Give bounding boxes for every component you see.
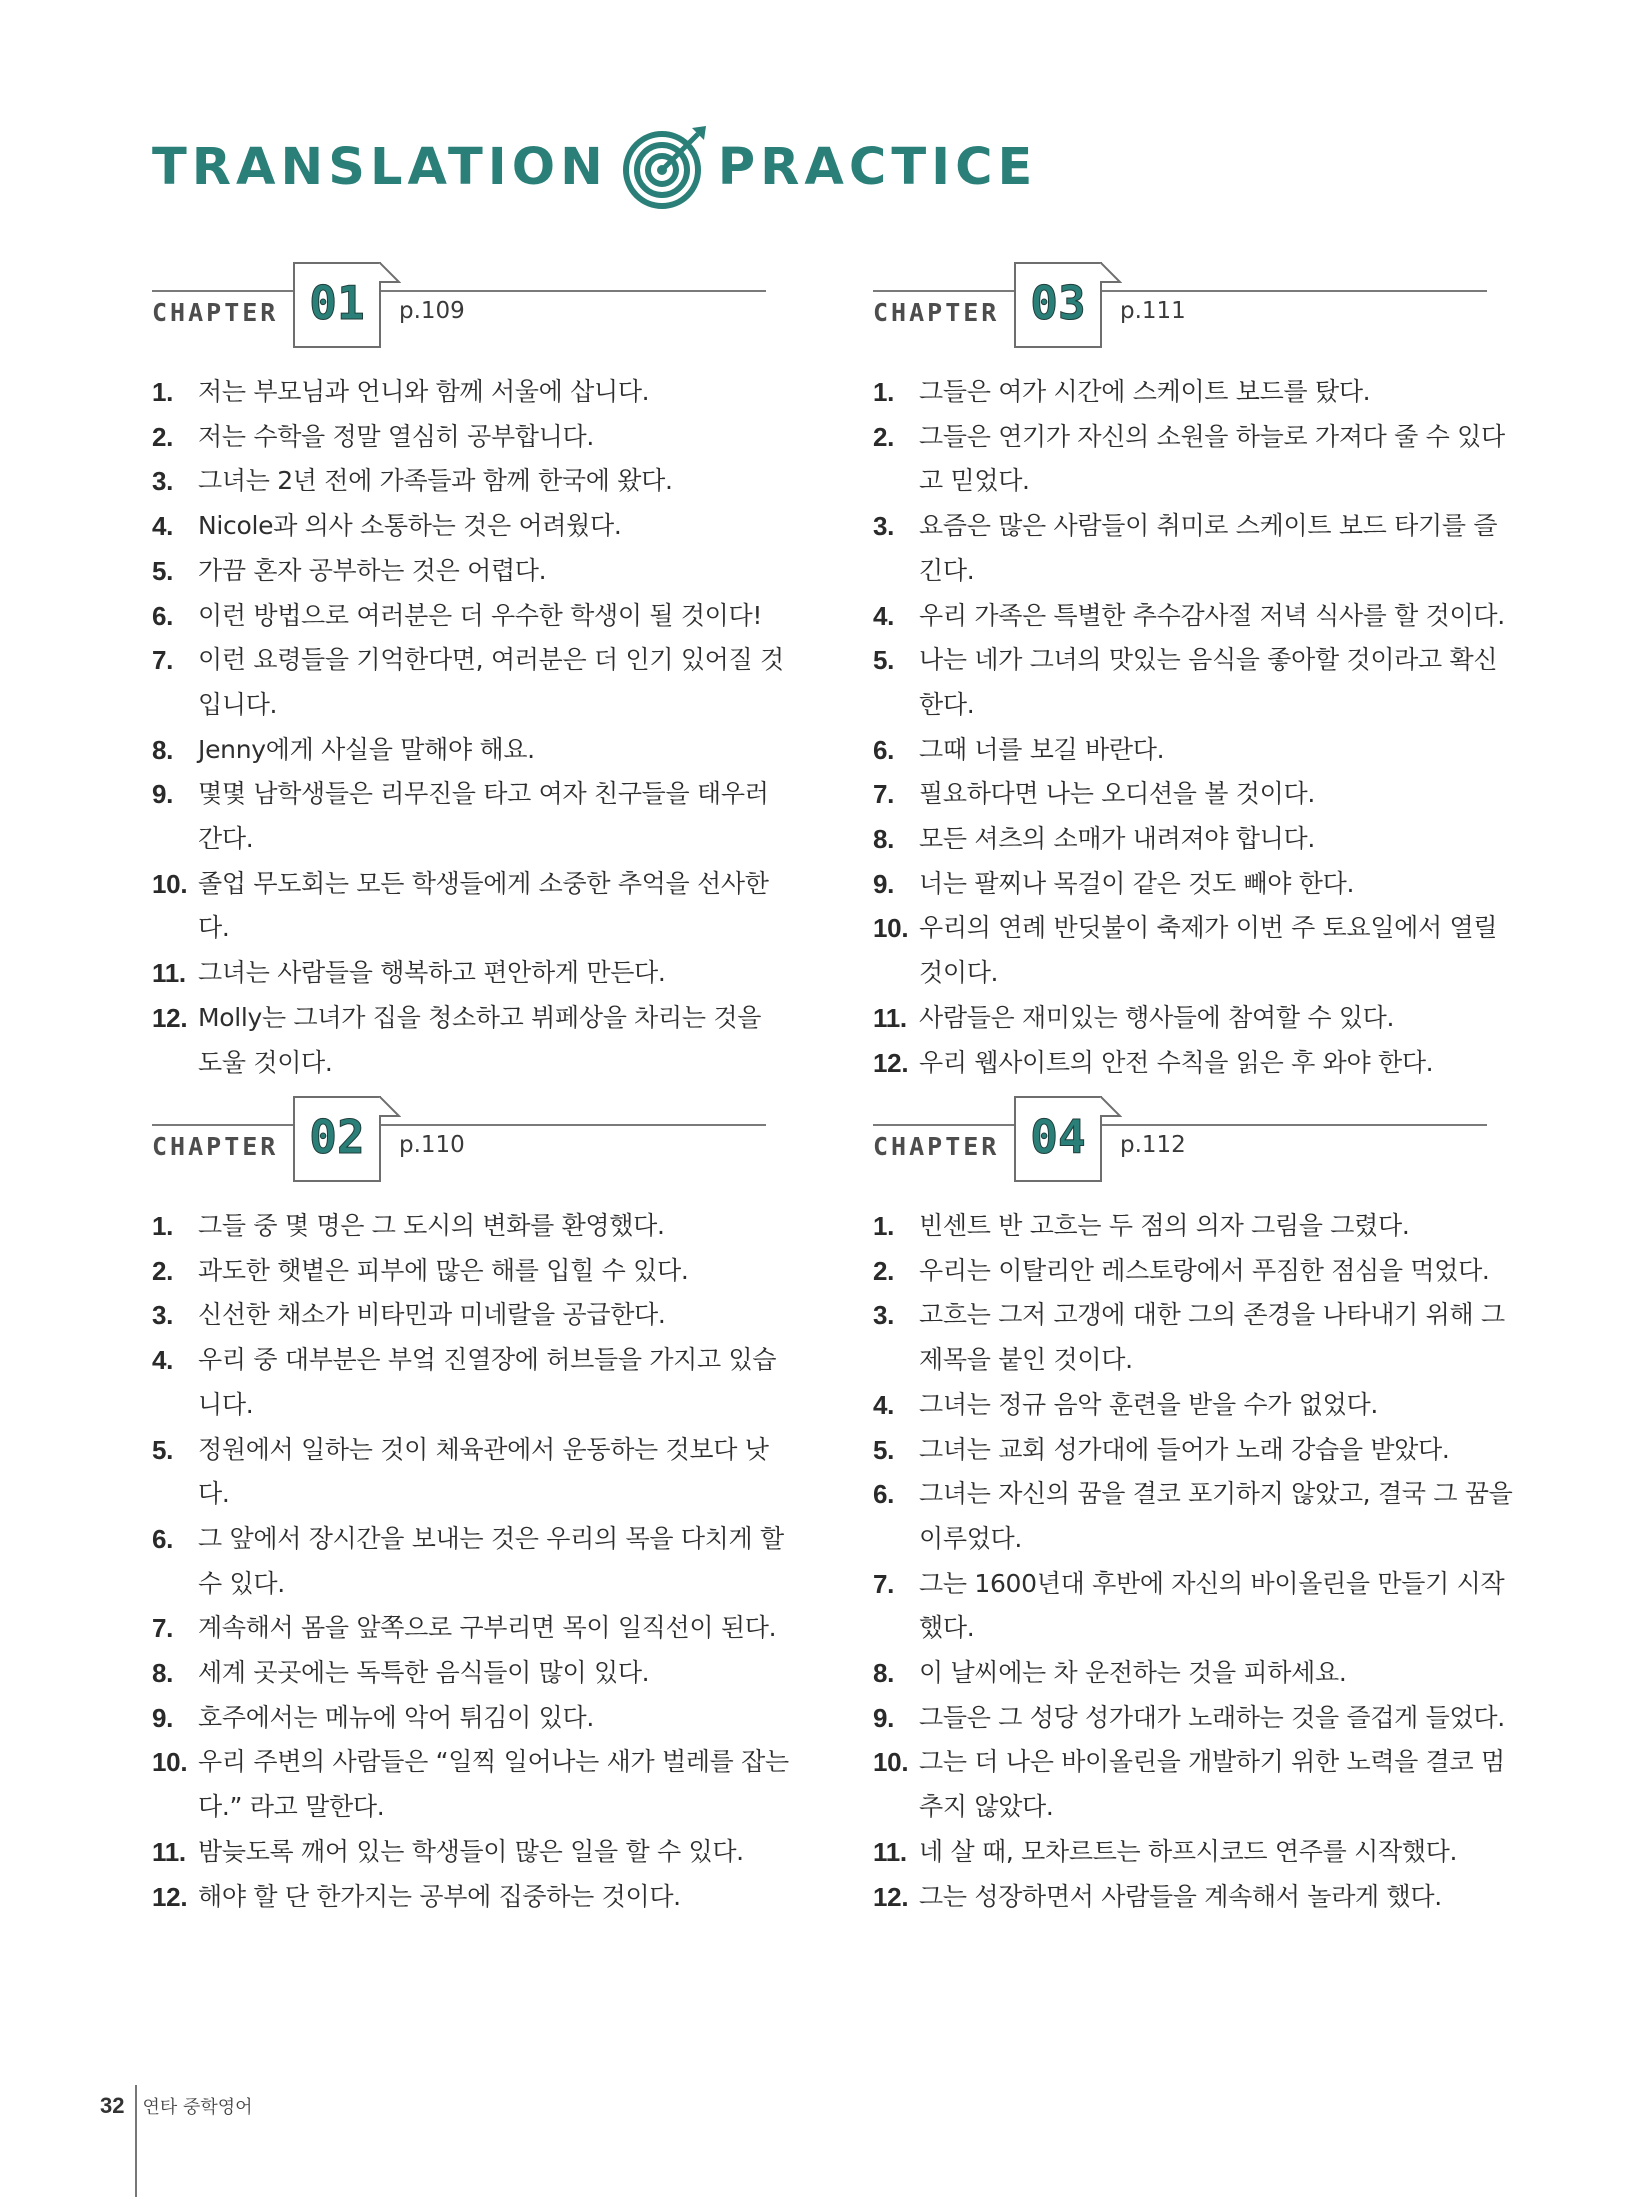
list-item: 12. Molly는 그녀가 집을 청소하고 뷔페상을 차리는 것을 도울 것이다. xyxy=(152,1002,762,1077)
target-arrow-icon xyxy=(622,124,708,210)
divider xyxy=(873,290,1487,292)
list-item: 9. 호주에서는 메뉴에 악어 튀김이 있다. xyxy=(152,1702,594,1733)
list-item: 10. 우리의 연례 반딧불이 축제가 이번 주 토요일에서 열릴 것이다. xyxy=(873,913,1498,988)
page-footer xyxy=(100,2093,253,2119)
page-fold-icon xyxy=(1100,262,1122,284)
list-item: 1. 그들 중 몇 명은 그 도시의 변화를 환영했다. xyxy=(152,1211,665,1241)
page-number: 32 xyxy=(100,2093,125,2118)
list-item: 5. 가끔 혼자 공부하는 것은 어렵다. xyxy=(152,555,547,586)
list-item: 4. 우리 가족은 특별한 추수감사절 저녁 식사를 할 것이다. xyxy=(873,600,1505,631)
list-item: 1. 저는 부모님과 언니와 함께 서울에 삽니다. xyxy=(152,377,650,407)
list-item: 8. 이 날씨에는 차 운전하는 것을 피하세요. xyxy=(873,1658,1347,1689)
title-translation: TRANSLATION xyxy=(152,137,608,197)
list-item: 11. 밤늦도록 깨어 있는 학생들이 많은 일을 할 수 있다. xyxy=(152,1836,744,1867)
list-item: 12. 그는 성장하면서 사람들을 계속해서 놀라게 했다. xyxy=(873,1881,1442,1912)
list-item: 6. 그때 너를 보길 바란다. xyxy=(873,734,1165,765)
list-item: 8. 세계 곳곳에는 독특한 음식들이 많이 있다. xyxy=(152,1658,650,1689)
chapter-label: CHAPTER xyxy=(152,1132,279,1161)
list-item: 2. 그들은 연기가 자신의 소원을 하늘로 가져다 줄 수 있다고 믿었다. xyxy=(873,421,1505,496)
list-item: 3. 요즘은 많은 사람들이 취미로 스케이트 보드 타기를 즐긴다. xyxy=(873,511,1498,585)
list-item: 3. 그녀는 2년 전에 가족들과 함께 한국에 왔다. xyxy=(152,466,673,497)
list-item: 6. 그 앞에서 장시간을 보내는 것은 우리의 목을 다치게 할 수 있다. xyxy=(152,1523,784,1598)
chapter-number: 02 xyxy=(309,1110,365,1164)
list-item: 8. Jenny에게 사실을 말해야 해요. xyxy=(152,734,535,765)
chapter-number: 01 xyxy=(309,276,365,330)
list-item: 1. 그들은 여가 시간에 스케이트 보드를 탔다. xyxy=(873,377,1371,407)
list-item: 1. 빈센트 반 고흐는 두 점의 의자 그림을 그렸다. xyxy=(873,1211,1410,1241)
list-item: 11. 사람들은 재미있는 행사들에 참여할 수 있다. xyxy=(873,1002,1395,1033)
list-item: 9. 너는 팔찌나 목걸이 같은 것도 빼야 한다. xyxy=(873,868,1355,899)
list-item: 10. 졸업 무도회는 모든 학생들에게 소중한 추억을 선사한다. xyxy=(152,868,769,943)
list-item: 9. 그들은 그 성당 성가대가 노래하는 것을 즐겁게 들었다. xyxy=(873,1702,1505,1733)
page-fold-icon xyxy=(379,1096,401,1118)
list-item: 7. 이런 요령들을 기억한다면, 여러분은 더 인기 있어질 것입니다. xyxy=(152,645,784,719)
list-item: 5. 정원에서 일하는 것이 체육관에서 운동하는 것보다 낫다. xyxy=(152,1434,769,1509)
title-practice: PRACTICE xyxy=(717,137,1038,197)
chapter-number: 03 xyxy=(1030,276,1086,330)
page-reference: p.111 xyxy=(1120,298,1186,324)
list-item: 6. 이런 방법으로 여러분은 더 우수한 학생이 될 것이다! xyxy=(152,600,763,631)
page-title xyxy=(152,132,1037,202)
list-item: 3. 고흐는 그저 고갱에 대한 그의 존경을 나타내기 위해 그 제목을 붙인 것이다. xyxy=(873,1300,1505,1375)
list-item: 3. 신선한 채소가 비타민과 미네랄을 공급한다. xyxy=(152,1300,666,1331)
page-reference: p.110 xyxy=(399,1132,465,1158)
list-item: 4. 우리 중 대부분은 부엌 진열장에 허브들을 가지고 있습니다. xyxy=(152,1345,777,1419)
chapter-label: CHAPTER xyxy=(873,298,1000,327)
page-reference: p.109 xyxy=(399,298,465,324)
list-item: 10. 우리 주변의 사람들은 “일찍 일어나는 새가 벌레를 잡는다.” 라고 말한다. xyxy=(152,1747,789,1822)
chapter-label: CHAPTER xyxy=(873,1132,1000,1161)
book-title: 연타 중학영어 xyxy=(142,2097,253,2118)
sentence-list xyxy=(873,1204,1513,1919)
chapter-label: CHAPTER xyxy=(152,298,279,327)
list-item: 2. 우리는 이탈리안 레스토랑에서 푸짐한 점심을 먹었다. xyxy=(873,1255,1490,1286)
sentence-list xyxy=(152,1204,792,1919)
sentence-list xyxy=(873,370,1513,1085)
list-item: 11. 네 살 때, 모차르트는 하프시코드 연주를 시작했다. xyxy=(873,1836,1458,1867)
page-reference: p.112 xyxy=(1120,1132,1186,1158)
list-item: 9. 몇몇 남학생들은 리무진을 타고 여자 친구들을 태우러 간다. xyxy=(152,779,769,854)
list-item: 2. 과도한 햇볕은 피부에 많은 해를 입힐 수 있다. xyxy=(152,1255,689,1286)
page-fold-icon xyxy=(379,262,401,284)
footer-divider xyxy=(135,2085,137,2197)
list-item: 8. 모든 셔츠의 소매가 내려져야 합니다. xyxy=(873,824,1315,855)
list-item: 12. 해야 할 단 한가지는 공부에 집중하는 것이다. xyxy=(152,1881,681,1912)
divider xyxy=(152,1124,766,1126)
list-item: 7. 계속해서 몸을 앞쪽으로 구부리면 목이 일직선이 된다. xyxy=(152,1613,777,1644)
page-fold-icon xyxy=(1100,1096,1122,1118)
list-item: 7. 필요하다면 나는 오디션을 볼 것이다. xyxy=(873,779,1315,810)
list-item: 4. 그녀는 정규 음악 훈련을 받을 수가 없었다. xyxy=(873,1389,1378,1420)
list-item: 6. 그녀는 자신의 꿈을 결코 포기하지 않았고, 결국 그 꿈을 이루었다. xyxy=(873,1479,1513,1553)
list-item: 12. 우리 웹사이트의 안전 수칙을 읽은 후 와야 한다. xyxy=(873,1047,1434,1078)
divider xyxy=(152,290,766,292)
list-item: 2. 저는 수학을 정말 열심히 공부합니다. xyxy=(152,421,594,452)
list-item: 11. 그녀는 사람들을 행복하고 편안하게 만든다. xyxy=(152,958,666,989)
list-item: 4. Nicole과 의사 소통하는 것은 어려웠다. xyxy=(152,511,622,542)
list-item: 7. 그는 1600년대 후반에 자신의 바이올린을 만들기 시작했다. xyxy=(873,1568,1505,1643)
sentence-list xyxy=(152,370,792,1085)
divider xyxy=(873,1124,1487,1126)
list-item: 5. 그녀는 교회 성가대에 들어가 노래 강습을 받았다. xyxy=(873,1434,1450,1465)
list-item: 10. 그는 더 나은 바이올린을 개발하기 위한 노력을 결코 멈추지 않았다. xyxy=(873,1747,1505,1822)
list-item: 5. 나는 네가 그녀의 맛있는 음식을 좋아할 것이라고 확신한다. xyxy=(873,645,1498,719)
chapter-number: 04 xyxy=(1030,1110,1086,1164)
